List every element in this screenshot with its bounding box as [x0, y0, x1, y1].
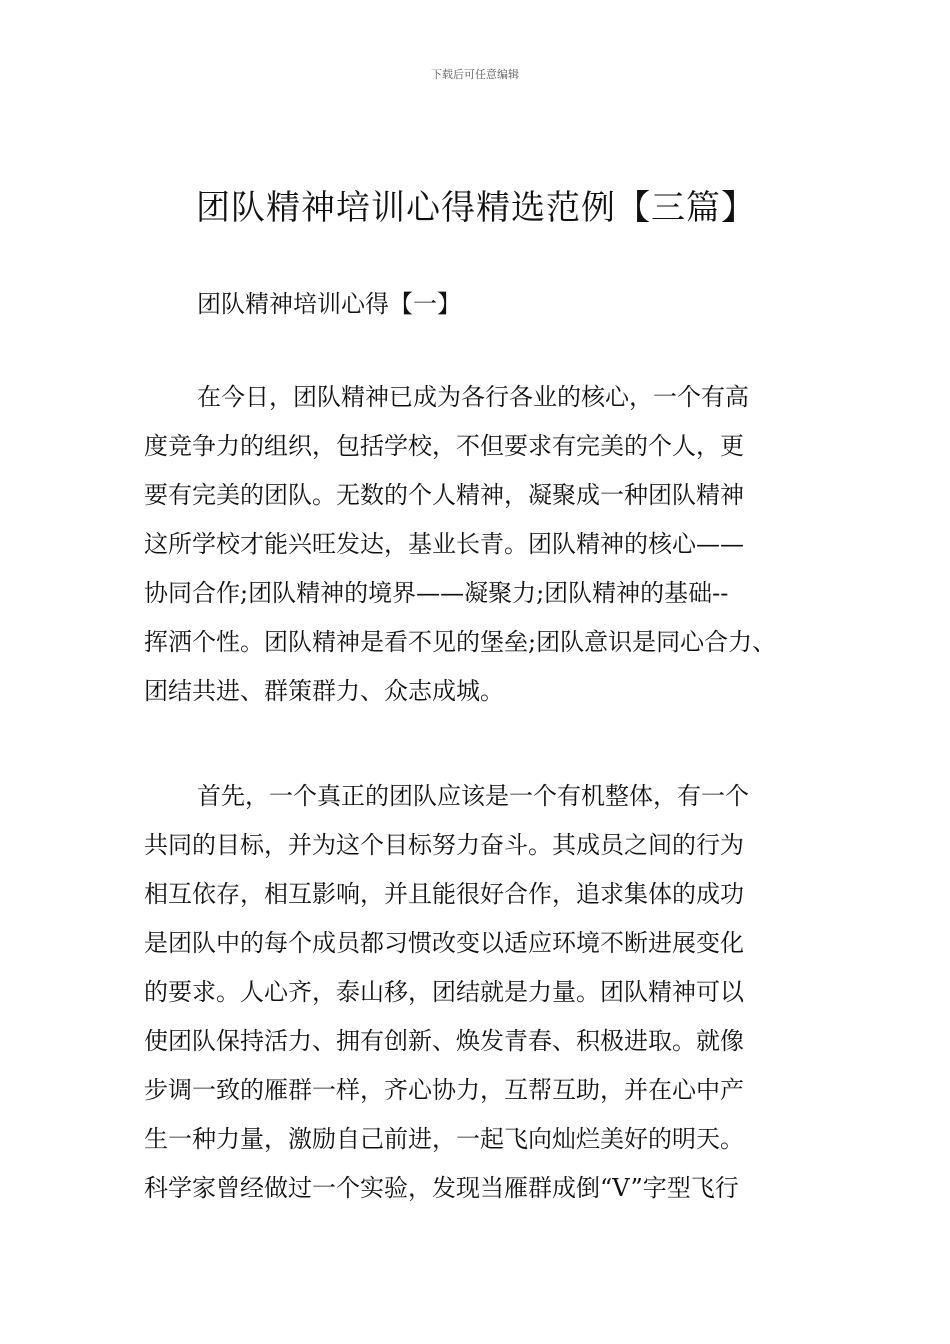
paragraph-line: 步调一致的雁群一样，齐心协力，互帮互助，并在心中产	[144, 1076, 744, 1104]
paragraph-line: 相互依存，相互影响，并且能很好合作，追求集体的成功	[144, 880, 744, 908]
section-heading: 团队精神培训心得【一】	[197, 290, 461, 318]
paragraph-line: 度竞争力的组织，包括学校，不但要求有完美的个人，更	[144, 432, 744, 460]
paragraph-1	[144, 373, 824, 716]
document-title: 团队精神培训心得精选范例【三篇】	[196, 188, 756, 228]
paragraph-line: 是团队中的每个成员都习惯改变以适应环境不断进展变化	[144, 929, 744, 957]
paragraph-line: 这所学校才能兴旺发达，基业长青。团队精神的核心——	[144, 530, 744, 558]
header-note: 下载后可任意编辑	[431, 68, 519, 81]
paragraph-line: 协同合作;团队精神的境界——凝聚力;团队精神的基础--	[144, 579, 729, 607]
paragraph-line: 在今日，团队精神已成为各行各业的核心，一个有高	[197, 383, 749, 411]
paragraph-2	[144, 772, 824, 1213]
paragraph-line: 团结共进、群策群力、众志成城。	[144, 677, 504, 705]
paragraph-line: 挥洒个性。团队精神是看不见的堡垒;团队意识是同心合力、	[144, 628, 777, 656]
paragraph-line: 要有完美的团队。无数的个人精神，凝聚成一种团队精神	[144, 481, 744, 509]
paragraph-line: 科学家曾经做过一个实验，发现当雁群成倒“V”字型飞行	[144, 1174, 739, 1202]
paragraph-line: 使团队保持活力、拥有创新、焕发青春、积极进取。就像	[144, 1027, 744, 1055]
paragraph-line: 首先，一个真正的团队应该是一个有机整体，有一个	[197, 782, 749, 810]
paragraph-line: 生一种力量，激励自己前进，一起飞向灿烂美好的明天。	[144, 1125, 744, 1153]
paragraph-line: 共同的目标，并为这个目标努力奋斗。其成员之间的行为	[144, 831, 744, 859]
paragraph-line: 的要求。人心齐，泰山移，团结就是力量。团队精神可以	[144, 978, 744, 1006]
